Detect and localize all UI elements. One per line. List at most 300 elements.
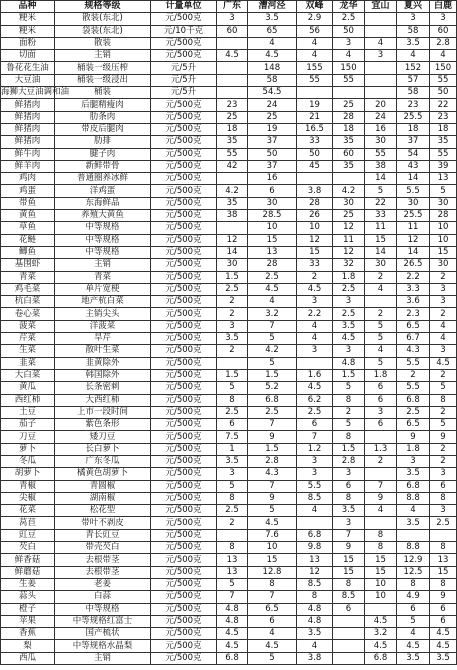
table-row — [1, 603, 457, 615]
price-cell: 25 — [217, 111, 248, 123]
price-cell: 7 — [248, 320, 297, 332]
price-cell: 3.8 — [297, 185, 333, 197]
price-cell: 13 — [217, 554, 248, 566]
table-row — [1, 591, 457, 603]
table-row — [1, 333, 457, 345]
price-cell: 25.5 — [397, 210, 430, 222]
price-cell: 4.8 — [297, 615, 333, 627]
price-cell: 2.3 — [397, 308, 430, 320]
price-cell: 5 — [397, 615, 430, 627]
price-cell: 5 — [430, 185, 457, 197]
unit-cell: 元/500克 — [151, 111, 217, 123]
unit-cell: 元/500克 — [151, 185, 217, 197]
price-cell — [365, 25, 397, 37]
price-cell: 56 — [297, 25, 333, 37]
price-cell: 3 — [397, 13, 430, 25]
unit-cell: 元/500克 — [151, 283, 217, 295]
unit-cell: 元/500克 — [151, 37, 217, 49]
price-cell: 2.8 — [333, 455, 365, 467]
price-cell: 3 — [333, 517, 365, 529]
product-name-cell: 橙子 — [1, 603, 55, 615]
product-name-cell: 面粉 — [1, 37, 55, 49]
price-cell: 2.8 — [248, 455, 297, 467]
table-row — [1, 443, 457, 455]
price-cell: 2 — [297, 271, 333, 283]
column-header: 龙华 — [333, 1, 365, 13]
price-cell: 4.3 — [248, 468, 297, 480]
column-header: 漕河泾 — [248, 1, 297, 13]
product-name-cell: 莴苣 — [1, 517, 55, 529]
price-cell: 5.5 — [397, 382, 430, 394]
price-cell: 3 — [297, 455, 333, 467]
unit-cell: 元/5升 — [151, 74, 217, 86]
price-cell: 3.5 — [217, 333, 248, 345]
grade-cell: 青菜 — [55, 271, 151, 283]
table-row — [1, 468, 457, 480]
price-cell: 13 — [297, 554, 333, 566]
price-cell — [297, 517, 333, 529]
price-cell — [217, 222, 248, 234]
unit-cell: 元/500克 — [151, 529, 217, 541]
product-name-cell: 黄鱼 — [1, 210, 55, 222]
unit-cell: 元/500克 — [151, 419, 217, 431]
grade-cell: 韭黄除外 — [55, 357, 151, 369]
price-cell: 3 — [333, 468, 365, 480]
price-cell: 50 — [333, 25, 365, 37]
price-cell: 60 — [217, 25, 248, 37]
price-cell: 23 — [397, 99, 430, 111]
price-cell: 6 — [248, 185, 297, 197]
grade-cell: 地产杭白菜 — [55, 296, 151, 308]
price-cell — [365, 468, 397, 480]
price-cell — [397, 529, 430, 541]
product-name-cell: 鲫鱼 — [1, 246, 55, 258]
price-cell: 1.5 — [333, 443, 365, 455]
price-cell: 14 — [397, 246, 430, 258]
product-name-cell: 切面 — [1, 50, 55, 62]
price-cell: 25.5 — [397, 111, 430, 123]
table-row — [1, 578, 457, 590]
price-cell: 4.8 — [297, 603, 333, 615]
price-cell: 6.5 — [248, 603, 297, 615]
price-cell — [333, 628, 365, 640]
price-cell: 6.7 — [397, 333, 430, 345]
price-cell: 8 — [248, 578, 297, 590]
price-cell: 38 — [217, 210, 248, 222]
price-cell: 4 — [297, 505, 333, 517]
price-cell: 3.5 — [397, 37, 430, 49]
price-cell: 2.5 — [217, 505, 248, 517]
product-name-cell: 冬瓜 — [1, 455, 55, 467]
price-cell: 4.5 — [297, 283, 333, 295]
grade-cell: 大西红柿 — [55, 394, 151, 406]
price-cell: 55 — [430, 148, 457, 160]
price-cell: 35 — [217, 197, 248, 209]
price-cell — [217, 74, 248, 86]
table-row — [1, 566, 457, 578]
grade-cell: 桶装 — [55, 87, 151, 99]
price-cell: 22 — [365, 197, 397, 209]
price-cell: 15 — [430, 566, 457, 578]
unit-cell: 元/500克 — [151, 13, 217, 25]
price-cell — [297, 87, 333, 99]
unit-cell: 元/500克 — [151, 197, 217, 209]
price-cell: 4 — [297, 320, 333, 332]
price-cell — [217, 529, 248, 541]
product-name-cell: 青菜 — [1, 271, 55, 283]
price-cell: 13 — [430, 554, 457, 566]
grade-cell: 中等规格水晶梨 — [55, 640, 151, 652]
grade-cell: 散装 — [55, 37, 151, 49]
unit-cell: 元/500克 — [151, 431, 217, 443]
price-cell: 30 — [333, 197, 365, 209]
price-cell: 9 — [248, 492, 297, 504]
table-row — [1, 87, 457, 99]
price-cell: 7 — [217, 591, 248, 603]
price-cell: 35 — [333, 160, 365, 172]
grade-cell: 湖南椒 — [55, 492, 151, 504]
table-row — [1, 222, 457, 234]
table-row — [1, 25, 457, 37]
table-row — [1, 615, 457, 627]
price-cell: 26.5 — [397, 259, 430, 271]
price-cell: 32 — [333, 259, 365, 271]
price-cell: 2.9 — [297, 13, 333, 25]
table-row — [1, 246, 457, 258]
unit-cell: 元/10千克 — [151, 25, 217, 37]
price-cell — [297, 173, 333, 185]
price-cell: 30 — [217, 259, 248, 271]
product-name-cell: 胡萝卜 — [1, 468, 55, 480]
price-cell: 21 — [297, 111, 333, 123]
unit-cell: 元/500克 — [151, 455, 217, 467]
price-cell — [217, 87, 248, 99]
price-cell: 5 — [217, 480, 248, 492]
header-row — [1, 1, 457, 13]
price-cell: 15 — [333, 566, 365, 578]
price-cell: 45 — [297, 160, 333, 172]
product-name-cell: 尖椒 — [1, 492, 55, 504]
price-cell: 5 — [365, 357, 397, 369]
price-cell: 6 — [430, 480, 457, 492]
price-cell: 2.5 — [217, 406, 248, 418]
table-row — [1, 259, 457, 271]
price-cell: 4 — [297, 50, 333, 62]
price-cell: 4 — [248, 37, 297, 49]
price-cell: 42 — [217, 160, 248, 172]
price-cell: 4.5 — [430, 357, 457, 369]
price-cell: 8.5 — [333, 591, 365, 603]
product-name-cell: 粳米 — [1, 25, 55, 37]
price-cell — [217, 357, 248, 369]
price-cell: 5 — [248, 505, 297, 517]
price-cell: 4.8 — [333, 357, 365, 369]
price-cell: 3 — [430, 468, 457, 480]
price-cell: 9.8 — [297, 542, 333, 554]
price-cell: 4.5 — [248, 640, 297, 652]
product-name-cell: 带鱼 — [1, 197, 55, 209]
price-cell — [365, 13, 397, 25]
price-cell: 5 — [430, 382, 457, 394]
price-cell — [365, 517, 397, 529]
price-cell: 5.5 — [397, 357, 430, 369]
unit-cell: 元/500克 — [151, 578, 217, 590]
price-cell: 2 — [430, 406, 457, 418]
grade-cell: 青长豇豆 — [55, 529, 151, 541]
price-cell: 3.5 — [397, 468, 430, 480]
price-cell: 19 — [248, 123, 297, 135]
price-cell: 155 — [297, 62, 333, 74]
price-cell: 10 — [365, 578, 397, 590]
price-cell: 4 — [297, 333, 333, 345]
price-cell: 18 — [217, 123, 248, 135]
grade-cell: 去根带茎 — [55, 554, 151, 566]
unit-cell: 元/500克 — [151, 246, 217, 258]
unit-cell: 元/5升 — [151, 87, 217, 99]
price-cell: 3.5 — [333, 320, 365, 332]
table-row — [1, 345, 457, 357]
grade-cell: 带皮后腿肉 — [55, 123, 151, 135]
table-row — [1, 123, 457, 135]
price-cell: 3 — [297, 296, 333, 308]
table-row — [1, 554, 457, 566]
table-row — [1, 50, 457, 62]
price-cell: 13 — [248, 246, 297, 258]
price-cell: 2.5 — [217, 283, 248, 295]
grade-cell: 老姜 — [55, 578, 151, 590]
price-cell: 4.8 — [217, 603, 248, 615]
price-cell: 10 — [430, 222, 457, 234]
price-cell: 8.8 — [397, 542, 430, 554]
price-cell — [217, 37, 248, 49]
price-cell: 5 — [333, 382, 365, 394]
price-cell: 4.2 — [333, 185, 365, 197]
price-cell: 4.9 — [397, 591, 430, 603]
price-cell — [365, 62, 397, 74]
price-cell: 55 — [297, 74, 333, 86]
table-row — [1, 505, 457, 517]
price-cell: 22 — [430, 99, 457, 111]
price-cell: 2 — [430, 455, 457, 467]
price-cell: 6.8 — [397, 480, 430, 492]
price-cell: 14 — [217, 246, 248, 258]
grade-cell: 袋装(东北) — [55, 25, 151, 37]
product-name-cell: 茄子 — [1, 419, 55, 431]
product-name-cell: 土豆 — [1, 406, 55, 418]
price-cell: 7 — [248, 419, 297, 431]
price-cell — [217, 173, 248, 185]
price-cell: 8 — [217, 492, 248, 504]
price-cell — [217, 62, 248, 74]
price-cell: 9 — [248, 431, 297, 443]
price-cell: 33 — [297, 136, 333, 148]
price-cell: 3.2 — [365, 628, 397, 640]
grade-cell: 广东冬瓜 — [55, 455, 151, 467]
grade-cell: 养殖大黄鱼 — [55, 210, 151, 222]
price-cell: 58 — [397, 87, 430, 99]
unit-cell: 元/500克 — [151, 492, 217, 504]
price-cell: 1.5 — [333, 369, 365, 381]
table-row — [1, 283, 457, 295]
price-cell: 8.5 — [297, 492, 333, 504]
price-cell: 2.5 — [248, 406, 297, 418]
product-name-cell: 鲜猪肉 — [1, 99, 55, 111]
unit-cell: 元/500克 — [151, 345, 217, 357]
price-cell: 3.5 — [333, 505, 365, 517]
price-cell: 3 — [333, 296, 365, 308]
price-cell: 55 — [333, 74, 365, 86]
price-cell: 9 — [365, 492, 397, 504]
price-cell: 2 — [430, 369, 457, 381]
price-cell: 5 — [217, 578, 248, 590]
price-cell: 12 — [297, 234, 333, 246]
product-name-cell: 西红柿 — [1, 394, 55, 406]
table-row — [1, 99, 457, 111]
price-cell: 15 — [248, 234, 297, 246]
price-cell: 4 — [297, 37, 333, 49]
unit-cell: 元/500克 — [151, 259, 217, 271]
price-cell: 2.5 — [430, 517, 457, 529]
price-cell: 8 — [333, 492, 365, 504]
product-name-cell: 卷心菜 — [1, 308, 55, 320]
unit-cell: 元/500克 — [151, 480, 217, 492]
price-cell — [365, 74, 397, 86]
price-cell: 23 — [217, 99, 248, 111]
price-cell: 12 — [397, 234, 430, 246]
unit-cell: 元/500克 — [151, 99, 217, 111]
table-row — [1, 628, 457, 640]
price-cell: 9 — [430, 431, 457, 443]
price-cell — [333, 87, 365, 99]
price-cell: 6 — [297, 419, 333, 431]
product-name-cell: 芹菜 — [1, 333, 55, 345]
grade-cell: 橘黄色胡萝卜 — [55, 468, 151, 480]
table-row — [1, 13, 457, 25]
price-cell: 37 — [248, 160, 297, 172]
price-cell — [297, 357, 333, 369]
price-cell: 28 — [333, 111, 365, 123]
price-cell: 5.5 — [397, 185, 430, 197]
grade-cell: 散装(东北) — [55, 13, 151, 25]
grade-cell: 东海鲜品 — [55, 197, 151, 209]
price-cell: 55 — [430, 74, 457, 86]
price-cell: 55 — [365, 148, 397, 160]
price-cell: 14 — [365, 246, 397, 258]
price-cell: 150 — [333, 62, 365, 74]
price-cell: 15 — [248, 554, 297, 566]
price-cell: 4.5 — [248, 50, 297, 62]
table-row — [1, 197, 457, 209]
price-cell: 7 — [248, 591, 297, 603]
column-header: 品种 — [1, 1, 55, 13]
price-cell: 1.5 — [217, 271, 248, 283]
price-cell: 15 — [365, 566, 397, 578]
price-cell: 25 — [333, 99, 365, 111]
price-cell: 152 — [397, 62, 430, 74]
product-name-cell: 萝卜 — [1, 443, 55, 455]
table-row — [1, 431, 457, 443]
price-cell: 12.8 — [248, 566, 297, 578]
product-name-cell: 刀豆 — [1, 431, 55, 443]
price-cell: 37 — [248, 136, 297, 148]
price-cell: 16 — [365, 123, 397, 135]
grade-cell: 后腿精瘦肉 — [55, 99, 151, 111]
product-name-cell: 基围虾 — [1, 259, 55, 271]
price-cell: 28 — [248, 259, 297, 271]
unit-cell: 元/500克 — [151, 394, 217, 406]
price-cell — [365, 87, 397, 99]
product-name-cell: 鲜羊肉 — [1, 160, 55, 172]
product-name-cell: 鲁花花生油 — [1, 62, 55, 74]
product-name-cell: 芡白 — [1, 542, 55, 554]
table-row — [1, 296, 457, 308]
price-cell: 3 — [430, 13, 457, 25]
price-cell: 4 — [365, 37, 397, 49]
price-cell: 20 — [365, 99, 397, 111]
price-cell: 5 — [248, 333, 297, 345]
price-cell: 60 — [333, 148, 365, 160]
unit-cell: 元/500克 — [151, 517, 217, 529]
price-cell: 10 — [248, 222, 297, 234]
price-cell: 30 — [365, 259, 397, 271]
table-row — [1, 111, 457, 123]
grade-cell: 青圆椒 — [55, 480, 151, 492]
price-cell: 2 — [365, 455, 397, 467]
price-cell: 3 — [333, 345, 365, 357]
table-row — [1, 185, 457, 197]
price-cell: 4 — [430, 333, 457, 345]
price-cell: 8 — [217, 542, 248, 554]
grade-cell: 中等规格 — [55, 234, 151, 246]
price-cell: 6 — [430, 603, 457, 615]
price-cell: 5 — [365, 320, 397, 332]
price-cell: 7 — [333, 529, 365, 541]
price-cell: 8 — [297, 591, 333, 603]
grade-cell: 洋菠菜 — [55, 320, 151, 332]
price-cell: 8 — [333, 394, 365, 406]
price-cell: 2.2 — [297, 308, 333, 320]
product-name-cell: 梨 — [1, 640, 55, 652]
unit-cell: 元/500克 — [151, 591, 217, 603]
price-cell: 6 — [397, 603, 430, 615]
table-row — [1, 480, 457, 492]
price-cell: 3 — [430, 296, 457, 308]
product-name-cell: 花菜 — [1, 505, 55, 517]
price-cell: 3.5 — [397, 652, 430, 664]
grade-cell: 散叶生菜 — [55, 345, 151, 357]
price-cell: 4.5 — [248, 283, 297, 295]
price-cell: 1.3 — [365, 443, 397, 455]
grade-cell: 肋条肉 — [55, 111, 151, 123]
price-cell: 14 — [397, 173, 430, 185]
unit-cell: 元/500克 — [151, 148, 217, 160]
unit-cell: 元/500克 — [151, 308, 217, 320]
table-row — [1, 369, 457, 381]
price-cell: 4.5 — [217, 50, 248, 62]
price-cell: 13 — [217, 566, 248, 578]
product-name-cell: 蒜头 — [1, 591, 55, 603]
price-cell: 8 — [333, 578, 365, 590]
product-name-cell: 青椒 — [1, 480, 55, 492]
price-cell: 19 — [297, 99, 333, 111]
price-cell: 7.5 — [217, 431, 248, 443]
price-cell: 14 — [365, 173, 397, 185]
price-cell: 10 — [297, 222, 333, 234]
grade-cell: 国产梳状 — [55, 628, 151, 640]
grade-cell: 腱子肉 — [55, 148, 151, 160]
unit-cell: 元/500克 — [151, 160, 217, 172]
price-cell: 4 — [430, 320, 457, 332]
